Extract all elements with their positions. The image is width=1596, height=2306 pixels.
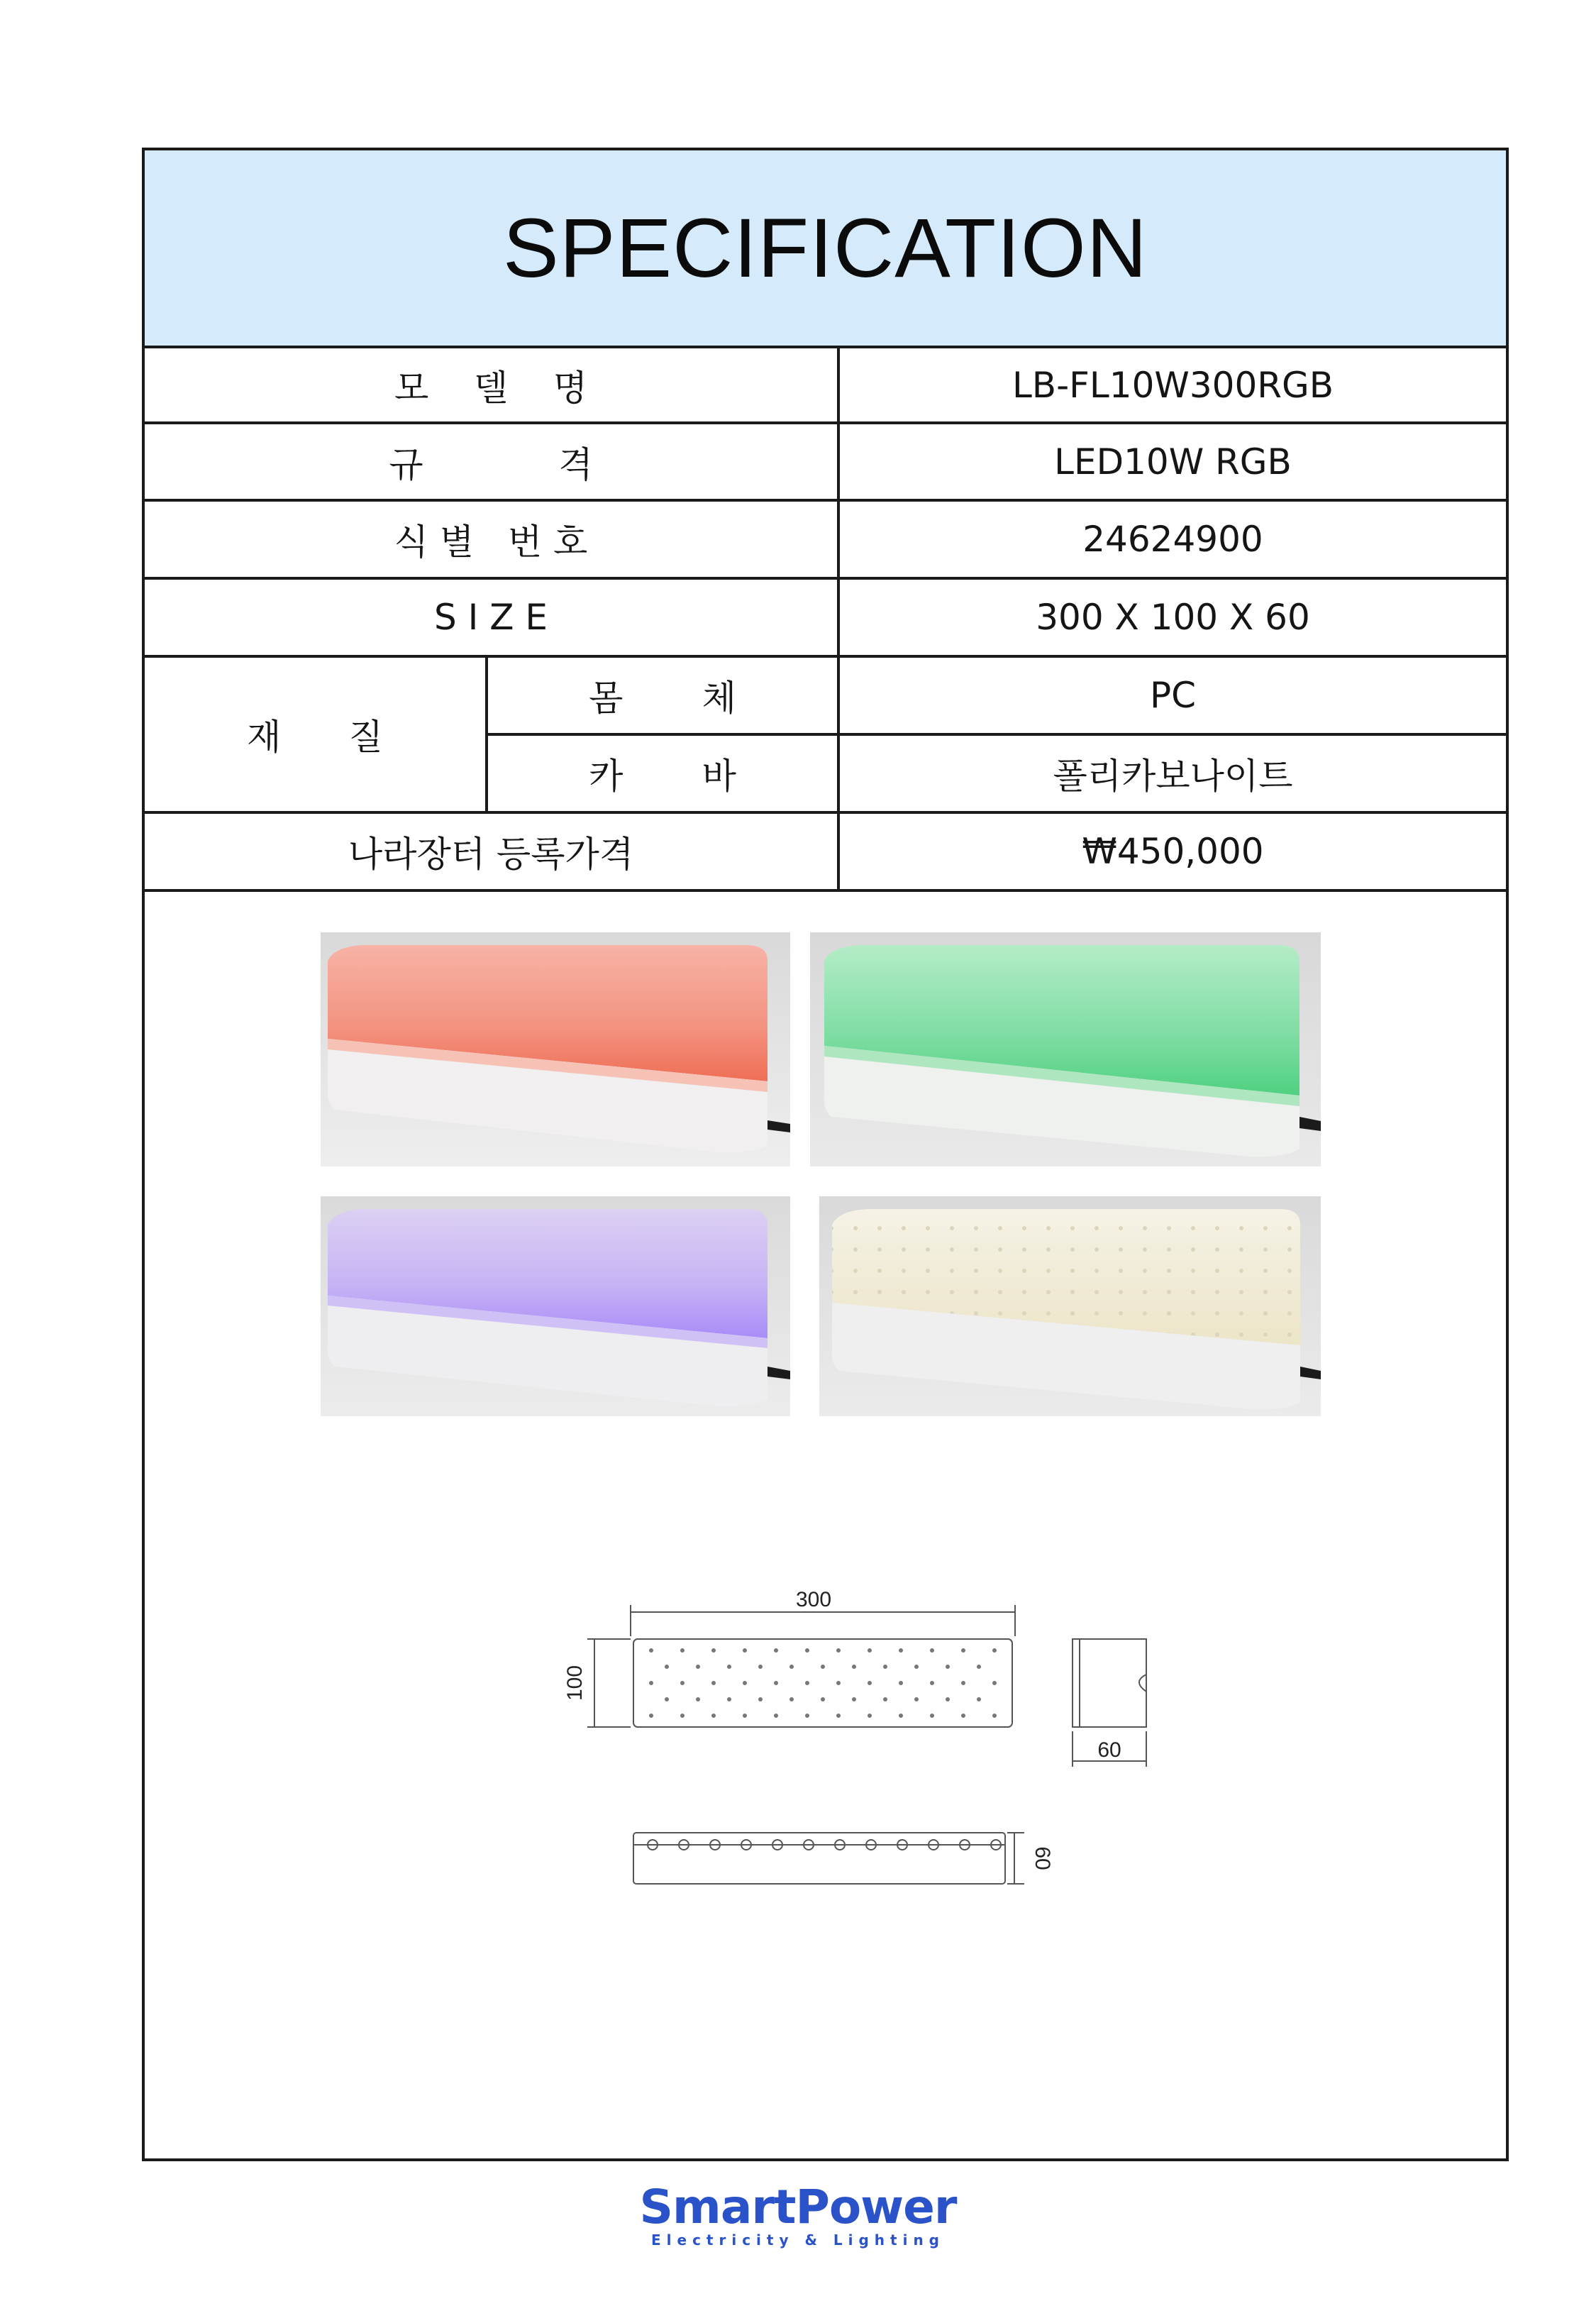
led-mark <box>696 1665 700 1669</box>
led-mark <box>992 1648 997 1653</box>
led-mark <box>992 1681 997 1685</box>
id-number-label: 식 별 번 호 <box>394 522 588 563</box>
led-mark <box>836 1681 841 1685</box>
spec-label: 규 격 <box>389 443 593 485</box>
led-mark <box>711 1681 716 1685</box>
led-mark <box>649 1681 653 1685</box>
led-mark <box>899 1648 903 1653</box>
led-mark <box>696 1697 700 1701</box>
led-mark <box>946 1697 950 1701</box>
led-mark <box>961 1648 965 1653</box>
led-mark <box>977 1665 981 1669</box>
led-mark <box>868 1714 872 1718</box>
led-mark <box>914 1665 919 1669</box>
price-label: 나라장터 등록가격 <box>348 834 634 875</box>
end-view-outline <box>1073 1639 1146 1727</box>
led-mark <box>711 1648 716 1653</box>
end-height-dimension: 60 <box>1097 1738 1121 1762</box>
led-mark <box>821 1697 825 1701</box>
led-mark <box>868 1648 872 1653</box>
model-label: 모 델 명 <box>394 367 588 409</box>
led-mark <box>665 1665 669 1669</box>
led-mark <box>680 1648 685 1653</box>
length-dimension: 300 <box>795 1588 832 1611</box>
led-mark <box>743 1648 747 1653</box>
led-mark <box>649 1714 653 1718</box>
top-view-outline <box>633 1639 1012 1727</box>
width-dimension: 100 <box>563 1665 587 1701</box>
price-value: ₩450,000 <box>1082 831 1264 872</box>
led-mark <box>727 1665 731 1669</box>
led-mark <box>977 1697 981 1701</box>
led-mark <box>836 1714 841 1718</box>
led-mark <box>665 1697 669 1701</box>
led-mark <box>992 1714 997 1718</box>
led-mark <box>789 1697 794 1701</box>
led-mark <box>899 1714 903 1718</box>
led-mark <box>930 1648 934 1653</box>
led-mark <box>649 1648 653 1653</box>
led-mark <box>821 1665 825 1669</box>
material-cover-value: 폴리카보나이트 <box>1053 756 1293 797</box>
led-mark <box>899 1681 903 1685</box>
led-mark <box>789 1665 794 1669</box>
led-mark <box>758 1665 763 1669</box>
led-mark <box>852 1665 856 1669</box>
led-dot-grid <box>648 1648 1001 1850</box>
id-number-value: 24624900 <box>1082 519 1263 560</box>
size-label: S I Z E <box>433 597 548 638</box>
page-title: SPECIFICATION <box>502 201 1148 295</box>
model-value: LB-FL10W300RGB <box>1012 364 1334 406</box>
size-value: 300 X 100 X 60 <box>1036 597 1310 638</box>
led-mark <box>680 1681 685 1685</box>
led-mark <box>883 1697 887 1701</box>
led-mark <box>961 1714 965 1718</box>
led-mark <box>711 1714 716 1718</box>
material-label: 재 질 <box>247 717 383 758</box>
led-mark <box>758 1697 763 1701</box>
brand-name: SmartPower <box>639 2180 957 2234</box>
led-mark <box>727 1697 731 1701</box>
led-mark <box>680 1714 685 1718</box>
material-body-label: 몸 체 <box>589 678 736 719</box>
led-mark <box>914 1697 919 1701</box>
led-mark <box>774 1648 778 1653</box>
brand-logo <box>0 2180 1596 2249</box>
led-mark <box>774 1714 778 1718</box>
brand-tagline: Electricity & Lighting <box>650 2231 946 2249</box>
led-mark <box>805 1714 809 1718</box>
led-mark <box>852 1697 856 1701</box>
led-mark <box>930 1714 934 1718</box>
led-mark <box>930 1681 934 1685</box>
material-cover-label: 카 바 <box>589 756 736 797</box>
spec-value: LED10W RGB <box>1054 441 1292 482</box>
led-mark <box>883 1665 887 1669</box>
front-height-dimension: 60 <box>1031 1846 1054 1870</box>
material-body-value: PC <box>1149 675 1197 716</box>
front-view-outline <box>633 1833 1005 1884</box>
led-mark <box>743 1681 747 1685</box>
led-mark <box>743 1714 747 1718</box>
led-mark <box>836 1648 841 1653</box>
led-mark <box>868 1681 872 1685</box>
led-mark <box>805 1681 809 1685</box>
led-mark <box>805 1648 809 1653</box>
led-mark <box>961 1681 965 1685</box>
led-mark <box>774 1681 778 1685</box>
led-mark <box>946 1665 950 1669</box>
